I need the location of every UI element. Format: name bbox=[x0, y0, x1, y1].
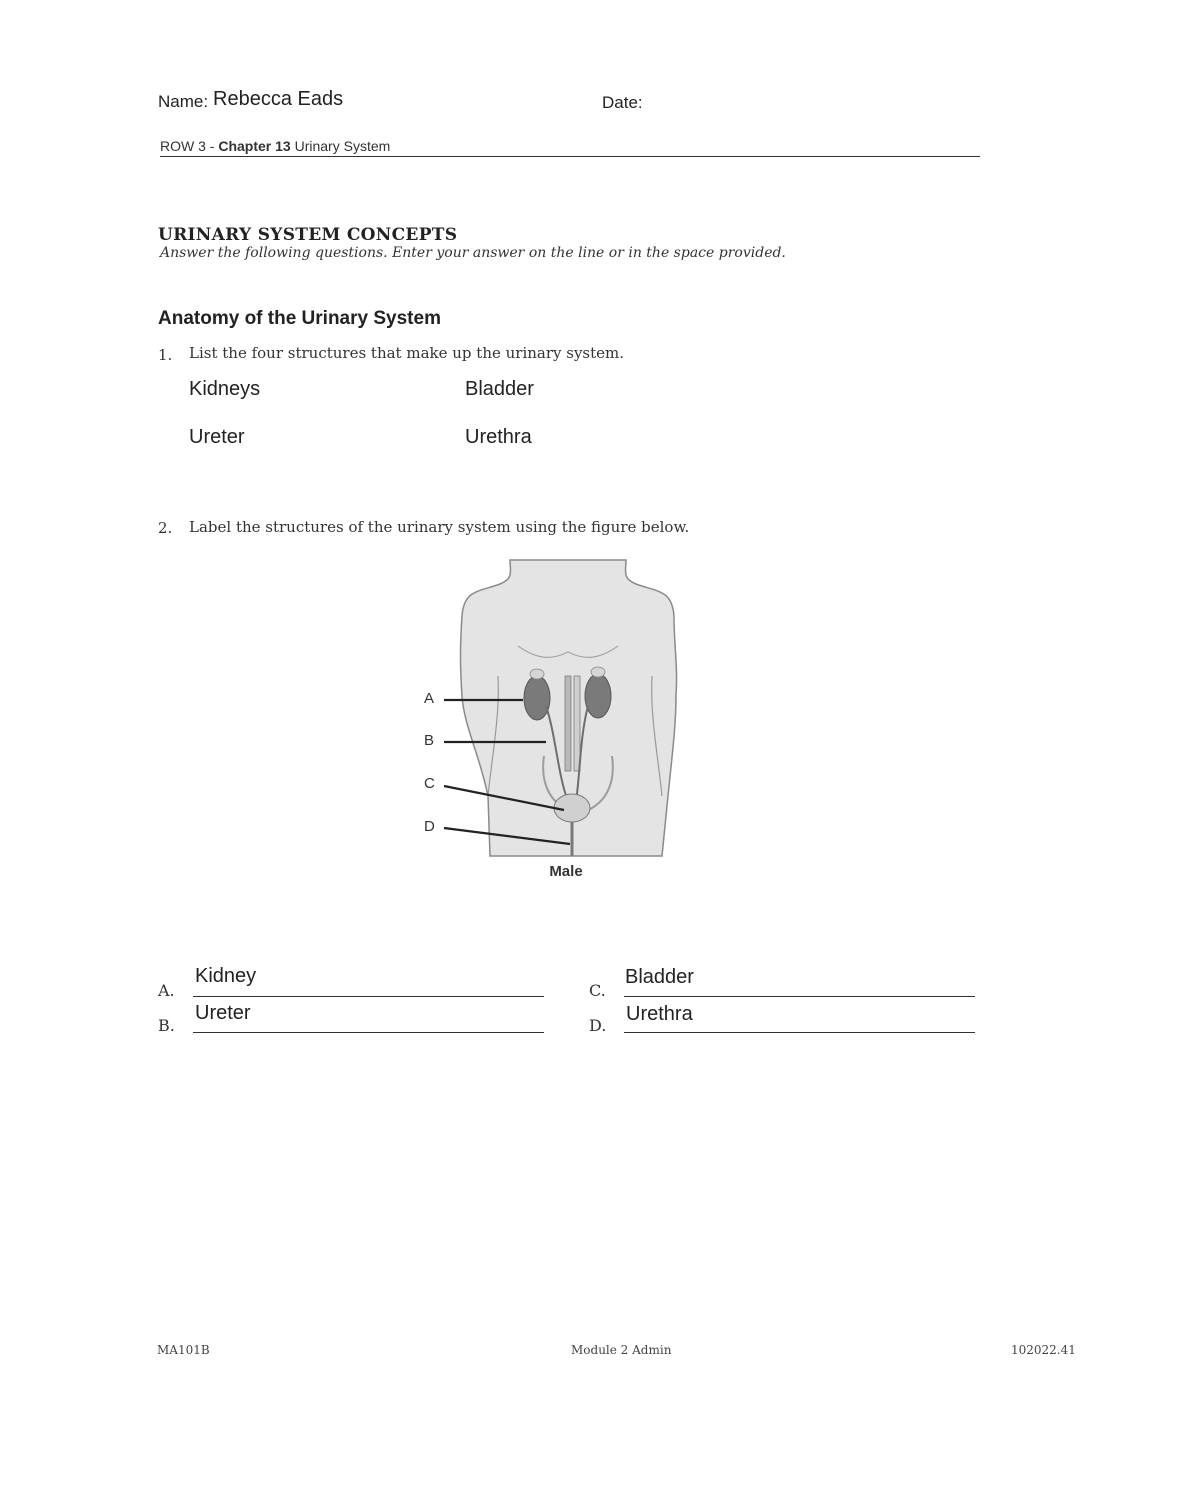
name-label: Name: bbox=[158, 92, 209, 111]
blank-c-line bbox=[624, 996, 975, 997]
name-field[interactable]: Rebecca Eads bbox=[213, 88, 344, 110]
instructions: Answer the following questions. Enter your answer on the line or in the space provided. bbox=[160, 245, 786, 261]
figure-caption: Male bbox=[549, 863, 583, 880]
question-2-number: 2. bbox=[158, 519, 173, 537]
course-chapter: Chapter 13 bbox=[218, 138, 291, 154]
footer-module: Module 2 Admin bbox=[571, 1343, 672, 1357]
footer-version: 102022.41 bbox=[1011, 1343, 1076, 1357]
blank-d-answer[interactable]: Urethra bbox=[626, 1003, 693, 1025]
answer-4-field[interactable]: Urethra bbox=[465, 426, 532, 448]
blank-c-letter: C. bbox=[589, 981, 606, 1000]
course-suffix: Urinary System bbox=[290, 138, 391, 154]
date-label: Date: bbox=[602, 93, 643, 112]
answer-2-field[interactable]: Bladder bbox=[465, 378, 534, 400]
blank-a-letter: A. bbox=[158, 981, 175, 1000]
torso-illustration bbox=[461, 560, 677, 856]
subheading: Anatomy of the Urinary System bbox=[158, 308, 441, 329]
figure-label-c: C bbox=[424, 775, 435, 792]
figure-label-a: A bbox=[424, 690, 435, 707]
question-2-text: Label the structures of the urinary system using the figure below. bbox=[189, 518, 690, 536]
urinary-system-figure bbox=[418, 556, 680, 886]
blank-b-letter: B. bbox=[158, 1016, 175, 1035]
blank-b-answer[interactable]: Ureter bbox=[195, 1002, 251, 1024]
blank-d-line bbox=[624, 1032, 975, 1033]
section-heading: URINARY SYSTEM CONCEPTS bbox=[158, 225, 458, 245]
blank-c-answer[interactable]: Bladder bbox=[625, 966, 694, 988]
blank-d-letter: D. bbox=[589, 1016, 607, 1035]
course-prefix: ROW 3 - bbox=[160, 138, 219, 154]
figure-label-d: D bbox=[424, 818, 435, 835]
blank-a-answer[interactable]: Kidney bbox=[195, 965, 257, 987]
question-1-number: 1. bbox=[158, 346, 173, 364]
blank-b-line bbox=[193, 1032, 544, 1033]
course-title-line bbox=[160, 138, 980, 157]
blank-a-line bbox=[193, 996, 544, 997]
answer-1-field[interactable]: Kidneys bbox=[189, 378, 261, 400]
figure-label-b: B bbox=[424, 732, 435, 749]
footer-course-code: MA101B bbox=[157, 1343, 210, 1357]
question-1-text: List the four structures that make up the urinary system. bbox=[189, 344, 625, 362]
answer-3-field[interactable]: Ureter bbox=[189, 426, 245, 448]
